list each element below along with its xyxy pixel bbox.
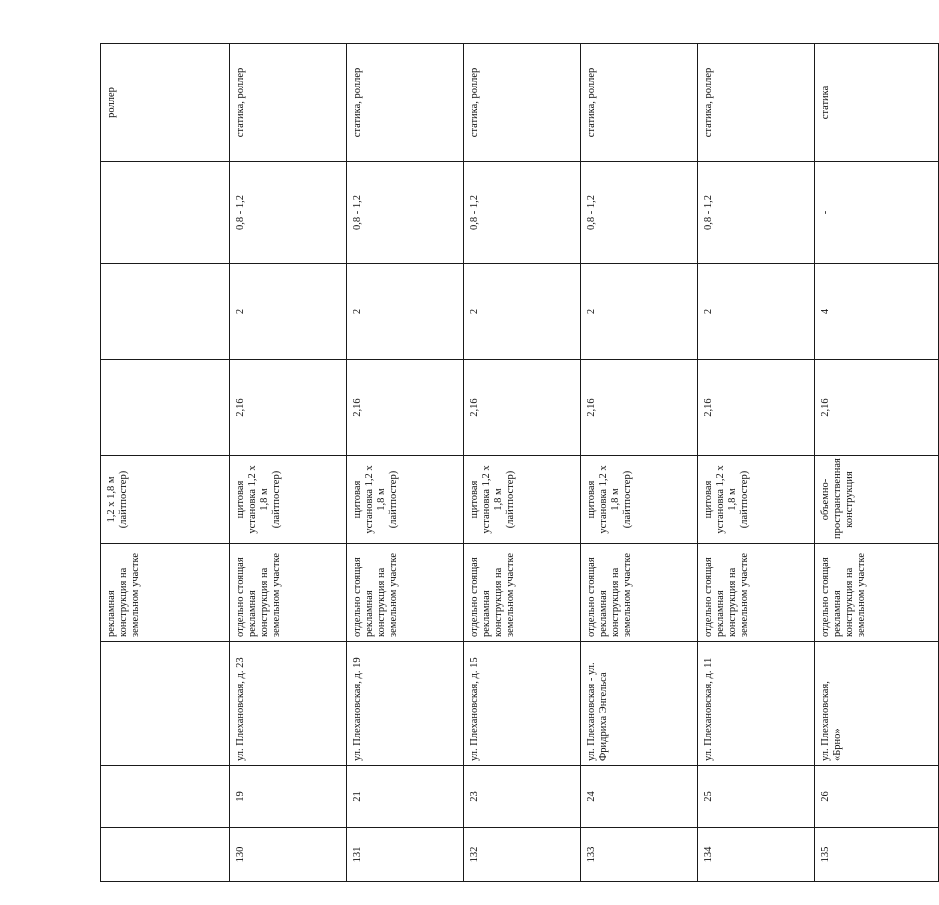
place-id-cell: 21: [347, 766, 464, 828]
technology-cell: статика, роллер: [464, 44, 581, 162]
table-row: [464, 44, 581, 882]
address-cell: ул. Плехановская, д. 23: [230, 642, 347, 766]
structure-kind-cell: щитовая установка 1,2 х 1,8 м (лайтпостер): [347, 456, 464, 544]
technology-cell: статика, роллер: [698, 44, 815, 162]
address-cell: ул. Плехановская, «Брно»: [815, 642, 939, 766]
row-number-cell: 132: [464, 828, 581, 882]
table-row: [101, 44, 230, 882]
height-cell: 0,8 - 1,2: [230, 162, 347, 264]
place-id-cell: 24: [581, 766, 698, 828]
place-id-cell: 23: [464, 766, 581, 828]
place-id-cell: 25: [698, 766, 815, 828]
structure-kind-cell: щитовая установка 1,2 х 1,8 м (лайтпостер): [581, 456, 698, 544]
technology-cell: статика: [815, 44, 939, 162]
place-id-cell: 19: [230, 766, 347, 828]
sides-cell: 4: [815, 264, 939, 360]
sides-cell: 2: [581, 264, 698, 360]
table-row: [581, 44, 698, 882]
table-body: [101, 44, 939, 882]
technology-cell: роллер: [101, 44, 230, 162]
area-cell: [101, 360, 230, 456]
structure-type-cell: отдельно стоящая рекламная конструкция на земельном участке: [230, 544, 347, 642]
height-cell: 0,8 - 1,2: [581, 162, 698, 264]
structure-type-cell: отдельно стоящая рекламная конструкция на земельном участке: [464, 544, 581, 642]
structure-kind-cell: щитовая установка 1,2 х 1,8 м (лайтпостер): [464, 456, 581, 544]
structure-kind-cell: щитовая установка 1,2 х 1,8 м (лайтпостер): [230, 456, 347, 544]
height-cell: 0,8 - 1,2: [698, 162, 815, 264]
area-cell: 2,16: [581, 360, 698, 456]
address-cell: [101, 642, 230, 766]
structure-kind-cell: щитовая установка 1,2 х 1,8 м (лайтпостер): [698, 456, 815, 544]
technology-cell: статика, роллер: [347, 44, 464, 162]
structure-type-cell: отдельно стоящая рекламная конструкция на земельном участке: [581, 544, 698, 642]
address-cell: ул. Плехановская, д. 19: [347, 642, 464, 766]
sides-cell: 2: [698, 264, 815, 360]
structure-type-cell: отдельно стоящая рекламная конструкция на земельном участке: [698, 544, 815, 642]
area-cell: 2,16: [464, 360, 581, 456]
row-number-cell: 130: [230, 828, 347, 882]
structure-type-cell: рекламная конструкция на земельном участке: [101, 544, 230, 642]
area-cell: 2,16: [698, 360, 815, 456]
area-cell: 2,16: [815, 360, 939, 456]
technology-cell: статика, роллер: [230, 44, 347, 162]
structure-kind-cell: 1,2 х 1,8 м (лайтпостер): [101, 456, 230, 544]
row-number-cell: [101, 828, 230, 882]
ad-structures-table: [100, 43, 939, 882]
address-cell: ул. Плехановская, д. 11: [698, 642, 815, 766]
height-cell: [101, 162, 230, 264]
row-number-cell: 133: [581, 828, 698, 882]
row-number-cell: 134: [698, 828, 815, 882]
sides-cell: [101, 264, 230, 360]
sides-cell: 2: [464, 264, 581, 360]
sides-cell: 2: [347, 264, 464, 360]
area-cell: 2,16: [347, 360, 464, 456]
address-cell: ул. Плехановская - ул. Фридриха Энгельса: [581, 642, 698, 766]
structure-type-cell: отдельно стоящая рекламная конструкция на земельном участке: [815, 544, 939, 642]
row-number-cell: 131: [347, 828, 464, 882]
table-row: [347, 44, 464, 882]
height-cell: -: [815, 162, 939, 264]
place-id-cell: 26: [815, 766, 939, 828]
area-cell: 2,16: [230, 360, 347, 456]
table-row: [698, 44, 815, 882]
technology-cell: статика, роллер: [581, 44, 698, 162]
table-row: [815, 44, 939, 882]
sides-cell: 2: [230, 264, 347, 360]
height-cell: 0,8 - 1,2: [464, 162, 581, 264]
address-cell: ул. Плехановская, д. 15: [464, 642, 581, 766]
row-number-cell: 135: [815, 828, 939, 882]
table-row: [230, 44, 347, 882]
rotated-page: [100, 44, 867, 882]
structure-kind-cell: объемно-пространственная конструкция: [815, 456, 939, 544]
place-id-cell: [101, 766, 230, 828]
height-cell: 0,8 - 1,2: [347, 162, 464, 264]
structure-type-cell: отдельно стоящая рекламная конструкция на земельном участке: [347, 544, 464, 642]
